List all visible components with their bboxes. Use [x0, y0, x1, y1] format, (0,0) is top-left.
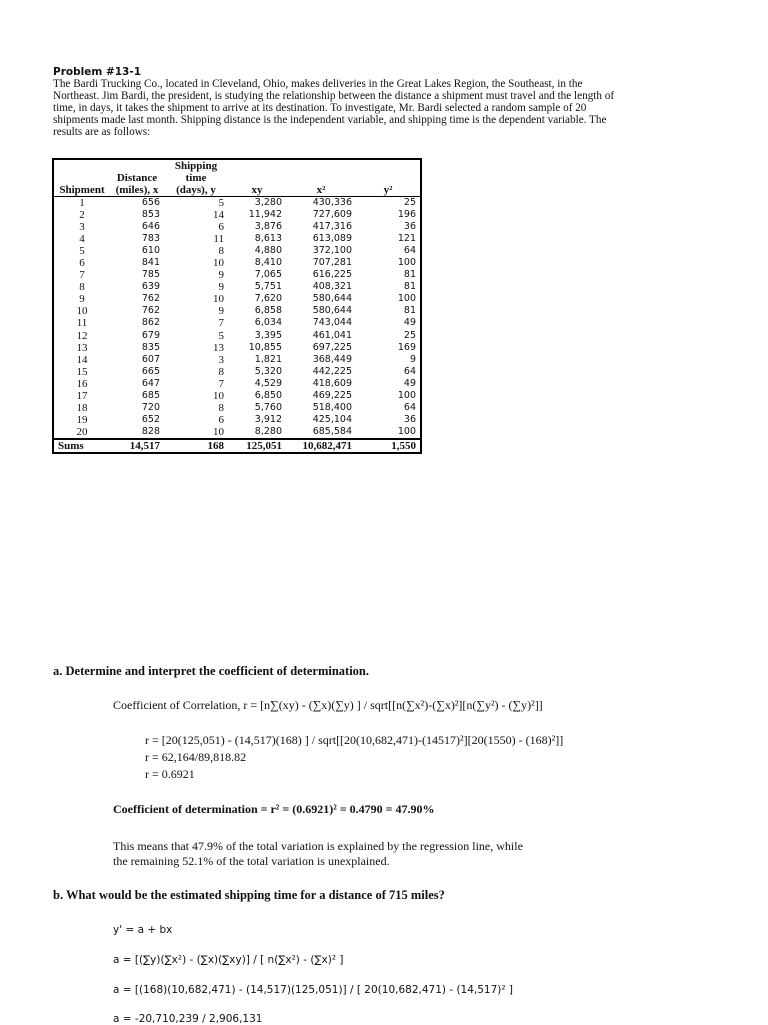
cell-distance: 762	[141, 305, 160, 317]
cell-x2: 580,644	[312, 293, 352, 305]
cell-xy: 3,876	[254, 221, 282, 233]
cell-y2: 100	[397, 257, 416, 269]
cell-xy: 6,034	[254, 317, 282, 329]
cell-shipment: 8	[79, 281, 85, 294]
cell-time: 10	[213, 293, 224, 306]
cell-time: 7	[218, 317, 224, 330]
sums-label: Sums	[53, 439, 110, 453]
table-row	[53, 354, 421, 366]
cell-distance: 646	[141, 221, 160, 233]
cell-xy: 6,858	[254, 305, 282, 317]
table-row	[53, 342, 421, 354]
cell-x2: 469,225	[312, 389, 352, 401]
table-row	[53, 317, 421, 329]
table-row	[53, 366, 421, 378]
cell-xy: 8,613	[254, 233, 282, 245]
cell-shipment: 11	[76, 317, 88, 330]
cell-time: 7	[218, 377, 224, 390]
cell-distance: 610	[141, 245, 160, 257]
cell-time: 5	[218, 329, 224, 342]
cell-x2: 616,225	[312, 269, 352, 281]
cell-distance: 685	[141, 389, 160, 401]
cell-time: 11	[213, 233, 224, 246]
sums-row	[53, 439, 421, 453]
cell-distance: 785	[141, 269, 160, 281]
header-xy: xy	[228, 159, 286, 197]
calc-line-1: r = [20(125,051) - (14,517)(168) ] / sqrt[[20(10,682,471)-(14517)²][20(1550) - (168)²]]	[145, 733, 564, 747]
sum-y2: 1,550	[356, 439, 421, 453]
cell-x2: 442,225	[312, 365, 352, 377]
correlation-formula: Coefficient of Correlation, r = [n∑(xy) - (∑x)(∑y) ] / sqrt[[n(∑x²)-(∑x)²][n(∑y²) - (∑y)²]]	[113, 698, 543, 712]
intercept-result: a = -20,710,239 / 2,906,131	[113, 1013, 263, 1025]
cell-x2: 707,281	[312, 257, 352, 269]
sum-distance: 14,517	[110, 439, 164, 453]
header-x2: x²	[286, 159, 356, 197]
cell-x2: 518,400	[312, 401, 352, 413]
calc-line-3: r = 0.6921	[145, 767, 195, 781]
cell-x2: 613,089	[312, 233, 352, 245]
cell-y2: 100	[397, 389, 416, 401]
cell-distance: 665	[141, 365, 160, 377]
cell-x2: 727,609	[312, 209, 352, 221]
table-row	[53, 197, 421, 210]
cell-y2: 49	[403, 377, 416, 389]
header-distance-line2: (miles), x	[115, 184, 159, 196]
cell-xy: 6,850	[254, 389, 282, 401]
cell-time: 10	[213, 425, 224, 438]
table-row	[53, 330, 421, 342]
problem-title: Problem #13-1	[53, 66, 141, 78]
cell-y2: 49	[403, 317, 416, 329]
cell-time: 6	[218, 413, 224, 426]
cell-distance: 862	[141, 317, 160, 329]
header-shipment: Shipment	[53, 159, 110, 197]
coefficient-of-determination: Coefficient of determination = r² = (0.6921)² = 0.4790 = 47.90%	[113, 802, 435, 816]
cell-distance: 639	[141, 281, 160, 293]
cell-time: 9	[218, 281, 224, 294]
cell-y2: 9	[409, 353, 416, 365]
cell-x2: 580,644	[312, 305, 352, 317]
cell-distance: 720	[141, 401, 160, 413]
cell-x2: 418,609	[312, 377, 352, 389]
cell-xy: 3,912	[254, 413, 282, 425]
table-row	[53, 305, 421, 317]
cell-distance: 652	[141, 413, 160, 425]
intercept-formula: a = [(∑y)(∑x²) - (∑x)(∑xy)] / [ n(∑x²) - (∑x)² ]	[113, 954, 344, 966]
cell-xy: 4,880	[254, 245, 282, 257]
table-row	[53, 293, 421, 305]
header-distance	[110, 159, 164, 197]
cell-y2: 64	[403, 245, 416, 257]
cell-xy: 3,280	[254, 197, 282, 209]
cell-shipment: 6	[79, 257, 85, 270]
cell-time: 8	[218, 365, 224, 378]
cell-xy: 4,529	[254, 377, 282, 389]
cell-x2: 743,044	[312, 317, 352, 329]
cell-shipment: 5	[79, 245, 85, 258]
cell-y2: 25	[403, 197, 416, 209]
calc-line-2: r = 62,164/89,818.82	[145, 750, 247, 764]
cell-time: 10	[213, 257, 224, 270]
cell-shipment: 13	[76, 341, 88, 354]
shipment-data-table	[52, 158, 422, 454]
intro-line: Northeast. Jim Bardi, the president, is studying the relationship between the distance a shipment must travel and the length of	[53, 90, 615, 102]
table-row	[53, 257, 421, 269]
intro-line: time, in days, it takes the shipment to arrive at its destination. To investigate, Mr. Bardi selected a random sample of 20	[53, 102, 587, 114]
cell-xy: 1,821	[254, 353, 282, 365]
cell-time: 9	[218, 305, 224, 318]
cell-xy: 3,395	[254, 329, 282, 341]
cell-distance: 607	[141, 353, 160, 365]
cell-x2: 461,041	[312, 329, 352, 341]
cell-xy: 8,410	[254, 257, 282, 269]
table-header-row	[53, 159, 421, 197]
cell-distance: 762	[141, 293, 160, 305]
cell-xy: 10,855	[248, 341, 282, 353]
cell-x2: 417,316	[312, 221, 352, 233]
cell-xy: 5,751	[254, 281, 282, 293]
table-row	[53, 209, 421, 221]
cell-xy: 7,065	[254, 269, 282, 281]
cell-x2: 430,336	[312, 197, 352, 209]
cell-shipment: 16	[76, 377, 88, 390]
cell-time: 9	[218, 269, 224, 282]
intro-line: The Bardi Trucking Co., located in Cleveland, Ohio, makes deliveries in the Great Lakes Region, the Southeast, in the	[53, 78, 583, 90]
cell-y2: 81	[403, 269, 416, 281]
header-distance-line1: Distance	[116, 172, 158, 184]
cell-y2: 169	[397, 341, 416, 353]
cell-xy: 11,942	[248, 209, 282, 221]
cell-distance: 853	[141, 209, 160, 221]
intro-line: shipments made last month. Shipping distance is the independent variable, and shipping time is the dependent variable. The	[53, 114, 607, 126]
cell-distance: 835	[141, 341, 160, 353]
cell-xy: 7,620	[254, 293, 282, 305]
cell-x2: 697,225	[312, 341, 352, 353]
table-row	[53, 390, 421, 402]
cell-y2: 64	[403, 365, 416, 377]
cell-shipment: 12	[76, 329, 88, 342]
cell-x2: 685,584	[312, 425, 352, 437]
cell-shipment: 3	[79, 221, 85, 234]
cell-distance: 828	[141, 425, 160, 437]
table-row	[53, 378, 421, 390]
regression-equation: y' = a + bx	[113, 924, 173, 936]
interpretation-line-2: the remaining 52.1% of the total variation is unexplained.	[113, 854, 390, 868]
cell-time: 10	[213, 389, 224, 402]
table-row	[53, 281, 421, 293]
cell-time: 6	[218, 221, 224, 234]
interpretation-line-1: This means that 47.9% of the total variation is explained by the regression line, while	[113, 839, 523, 853]
cell-time: 14	[213, 209, 224, 222]
cell-time: 13	[213, 341, 224, 354]
table-row	[53, 245, 421, 257]
cell-x2: 368,449	[312, 353, 352, 365]
cell-shipment: 10	[76, 305, 88, 318]
cell-shipment: 2	[79, 209, 85, 222]
cell-shipment: 14	[76, 353, 88, 366]
cell-distance: 783	[141, 233, 160, 245]
table-row	[53, 233, 421, 245]
cell-y2: 81	[403, 281, 416, 293]
cell-x2: 408,321	[312, 281, 352, 293]
cell-time: 8	[218, 245, 224, 258]
sum-xy: 125,051	[228, 439, 286, 453]
cell-y2: 36	[403, 221, 416, 233]
cell-shipment: 18	[76, 401, 88, 414]
sum-x2: 10,682,471	[286, 439, 356, 453]
sum-time: 168	[164, 439, 228, 453]
cell-distance: 647	[141, 377, 160, 389]
cell-distance: 679	[141, 329, 160, 341]
header-shipping-time	[164, 159, 228, 197]
cell-time: 3	[218, 353, 224, 366]
table-row	[53, 426, 421, 439]
cell-x2: 425,104	[312, 413, 352, 425]
intro-line: results are as follows:	[53, 126, 151, 138]
cell-y2: 100	[397, 425, 416, 437]
problem-intro	[53, 78, 653, 138]
cell-distance: 656	[141, 197, 160, 209]
header-y2: y²	[356, 159, 421, 197]
cell-distance: 841	[141, 257, 160, 269]
cell-shipment: 17	[76, 389, 88, 402]
header-time-line2: (days), y	[176, 184, 216, 196]
cell-shipment: 4	[79, 233, 85, 246]
cell-y2: 36	[403, 413, 416, 425]
cell-xy: 8,280	[254, 425, 282, 437]
cell-shipment: 19	[76, 413, 88, 426]
cell-shipment: 15	[76, 365, 88, 378]
cell-y2: 121	[397, 233, 416, 245]
cell-y2: 100	[397, 293, 416, 305]
table-row	[53, 414, 421, 426]
table-row	[53, 402, 421, 414]
intercept-calc: a = [(168)(10,682,471) - (14,517)(125,051)] / [ 20(10,682,471) - (14,517)² ]	[113, 984, 514, 996]
cell-xy: 5,320	[254, 365, 282, 377]
cell-shipment: 7	[79, 269, 85, 282]
header-time-line1: Shipping time	[174, 160, 218, 184]
cell-y2: 81	[403, 305, 416, 317]
cell-shipment: 20	[76, 425, 88, 438]
cell-shipment: 9	[79, 293, 85, 306]
cell-y2: 25	[403, 329, 416, 341]
table-row	[53, 269, 421, 281]
cell-y2: 64	[403, 401, 416, 413]
cell-shipment: 1	[79, 197, 85, 210]
table-row	[53, 221, 421, 233]
cell-x2: 372,100	[312, 245, 352, 257]
question-a: a. Determine and interpret the coefficient of determination.	[53, 664, 370, 678]
question-b: b. What would be the estimated shipping time for a distance of 715 miles?	[53, 888, 445, 902]
cell-y2: 196	[397, 209, 416, 221]
cell-time: 8	[218, 401, 224, 414]
cell-time: 5	[218, 197, 224, 210]
cell-xy: 5,760	[254, 401, 282, 413]
